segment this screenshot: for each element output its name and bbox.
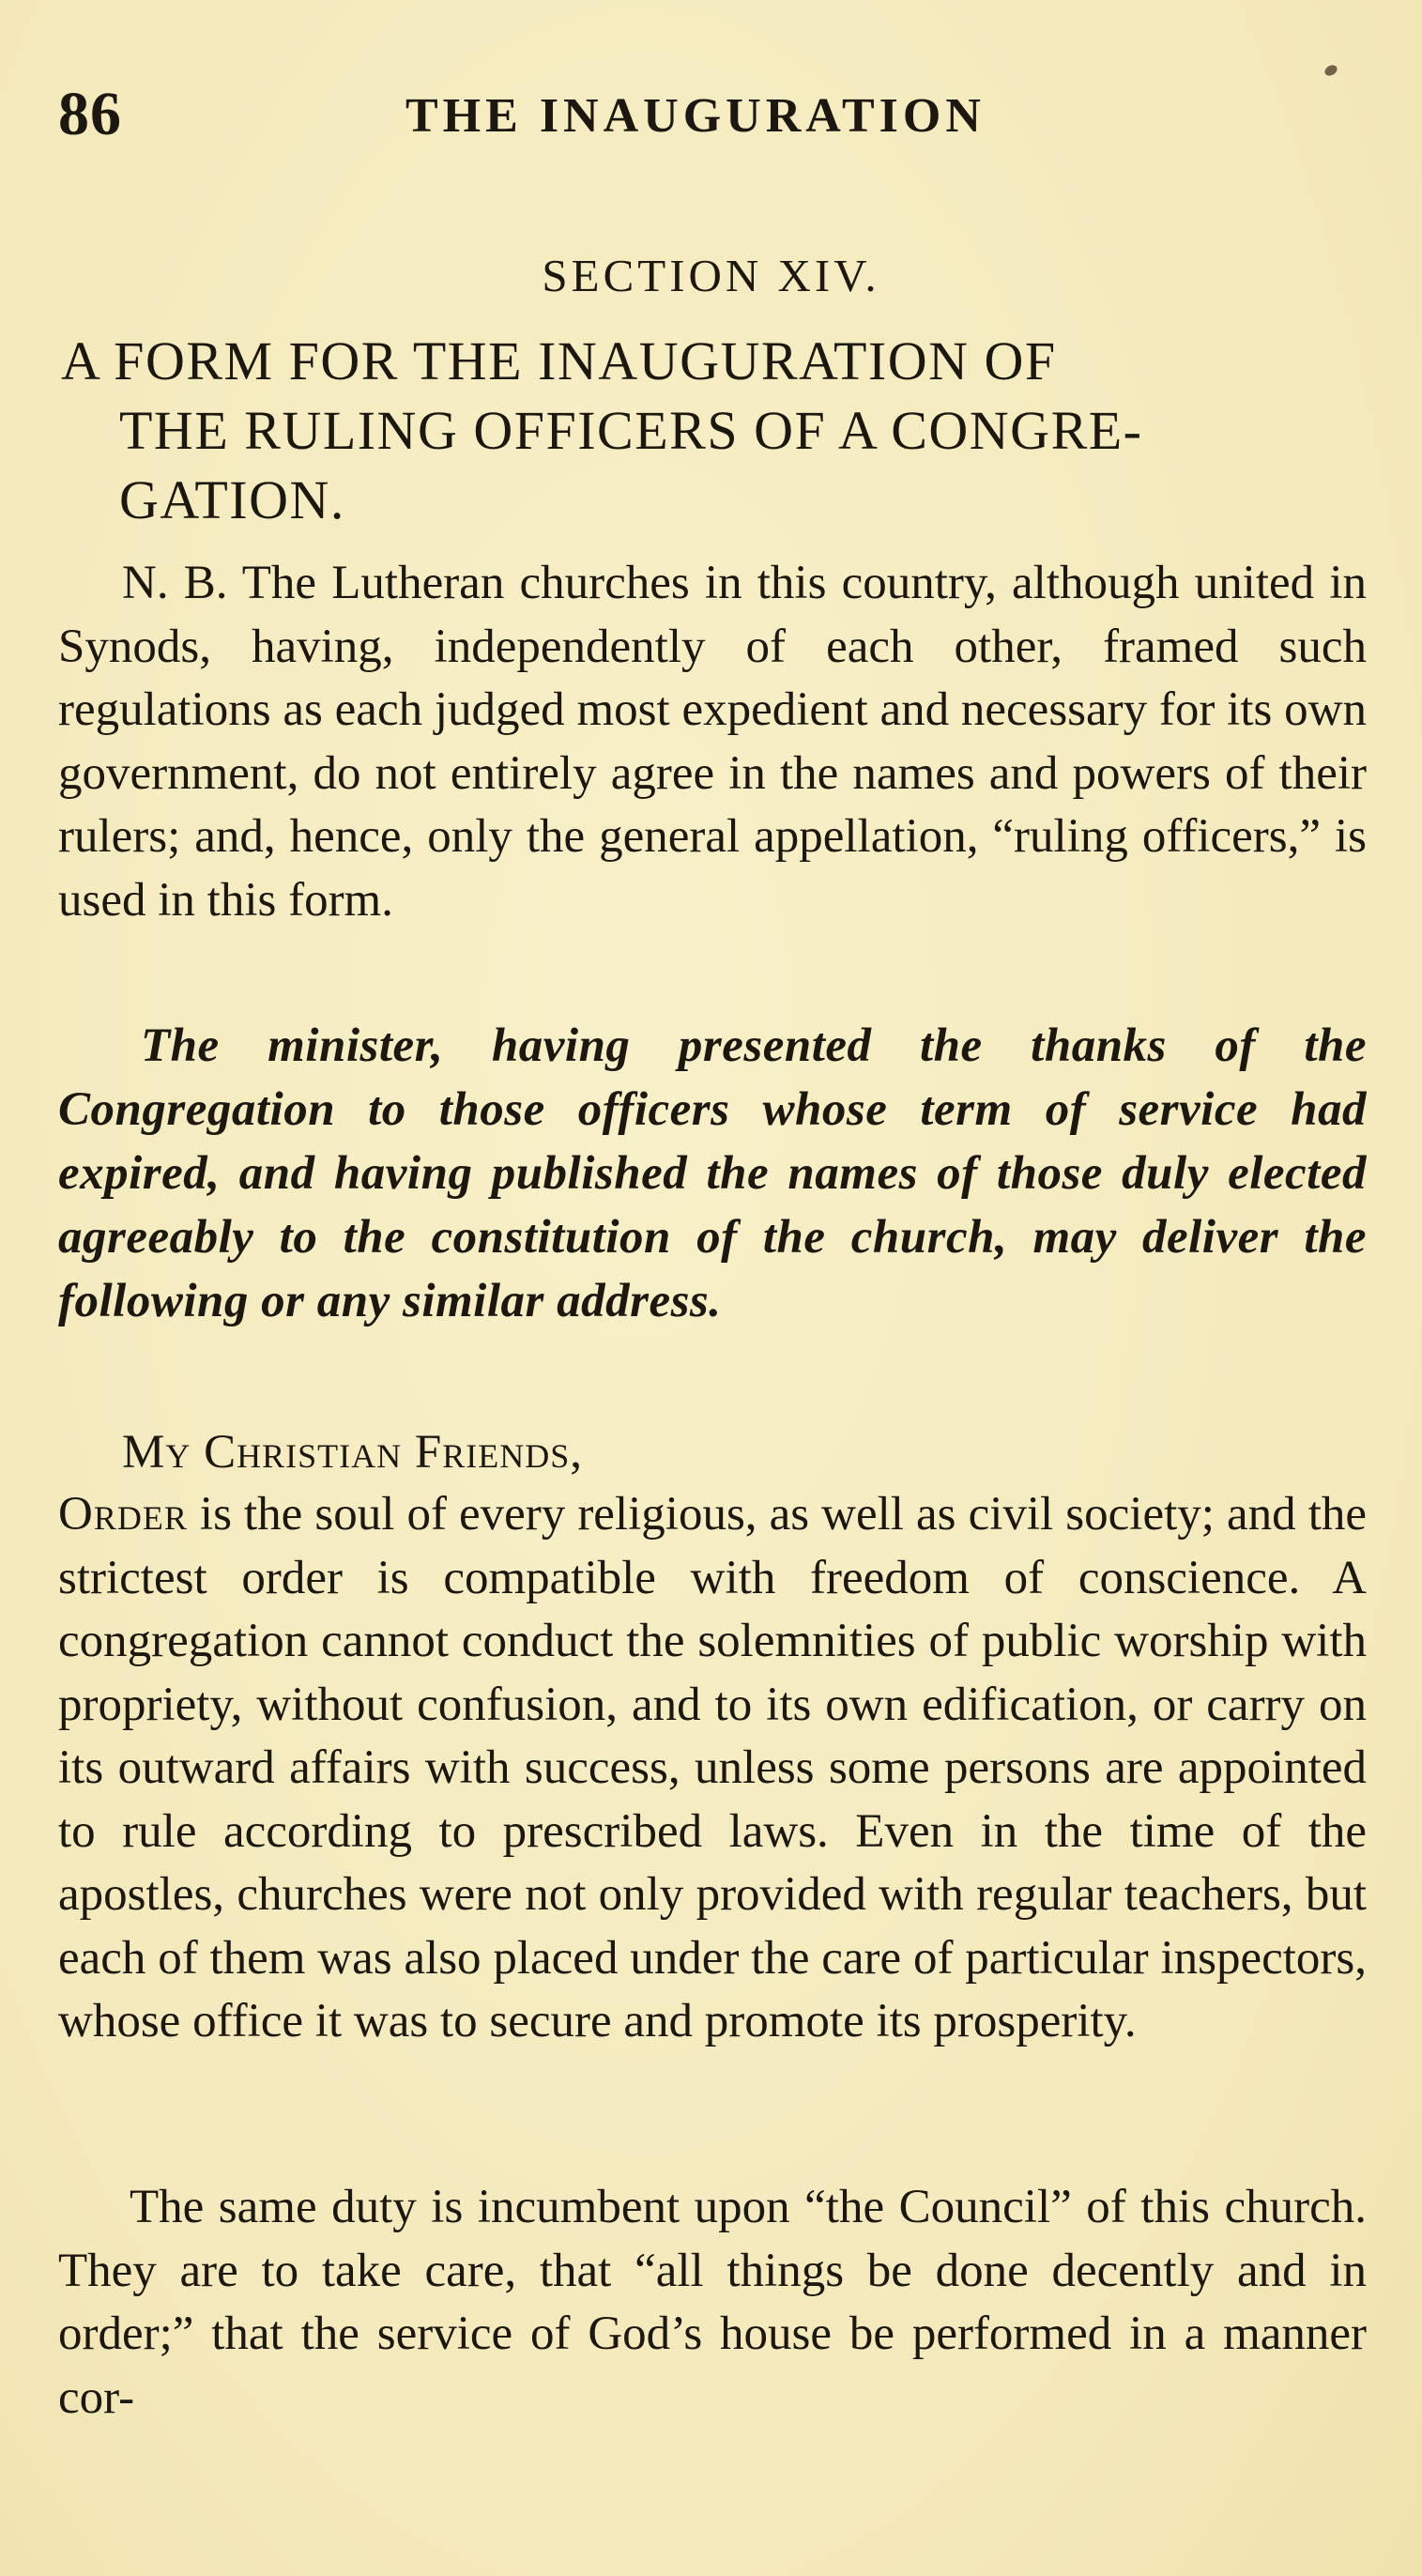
- title-line: THE RULING OFFICERS OF A CONGRE-: [119, 400, 1143, 461]
- lead-word: Order: [58, 1488, 188, 1541]
- nb-paragraph: N. B. The Lutheran churches in this country, although united in Synods, having, independently of each other, framed such regulations as each judged most expedient and necessary for its own government, do not entirely agree in the names and powers of their rulers; and, hence, only the general appellation, “ruling officers,” is used in this form.: [58, 557, 1367, 927]
- section-title: [61, 327, 1366, 535]
- title-line: A FORM FOR THE INAUGURATION OF: [61, 330, 1057, 391]
- ink-smudge: [1323, 63, 1338, 78]
- rubric-instruction: The minister, having presented the thanks of the Congregation to those officers whose term of service had expired, and having published the names of those duly elected agreeably to the constitution of the church, may deliver the following or any similar address.: [58, 1020, 1367, 1327]
- address-paragraph-1: [58, 1483, 1367, 2054]
- address-paragraph-2: The same duty is incumbent upon “the Council” of this church. They are to take care, that “all things be done decently and in order;” that the service of God’s house be performed in a manner cor-: [58, 2181, 1367, 2424]
- title-line: GATION.: [119, 469, 345, 530]
- address-paragraph-1-text: is the soul of every religious, as well as civil society; and the strictest order is compatible with freedom of conscience. A congregation cannot conduct the solemnities of public worship with propriety, without confusion, and to its own edification, or carry on its outward affairs with success, unless some persons are appointed to rule according to prescribed laws. Even in the time of the apostles, churches were not only provided with regular teachers, but each of them was also placed under the care of particular inspectors, whose office it was to secure and promote its prosperity.: [58, 1488, 1367, 2047]
- section-label: SECTION XIV.: [542, 250, 880, 301]
- page-header: [0, 79, 1422, 163]
- running-head: THE INAUGURATION: [405, 89, 986, 143]
- salutation: My Christian Friends,: [122, 1426, 583, 1479]
- page-number: 86: [58, 80, 122, 148]
